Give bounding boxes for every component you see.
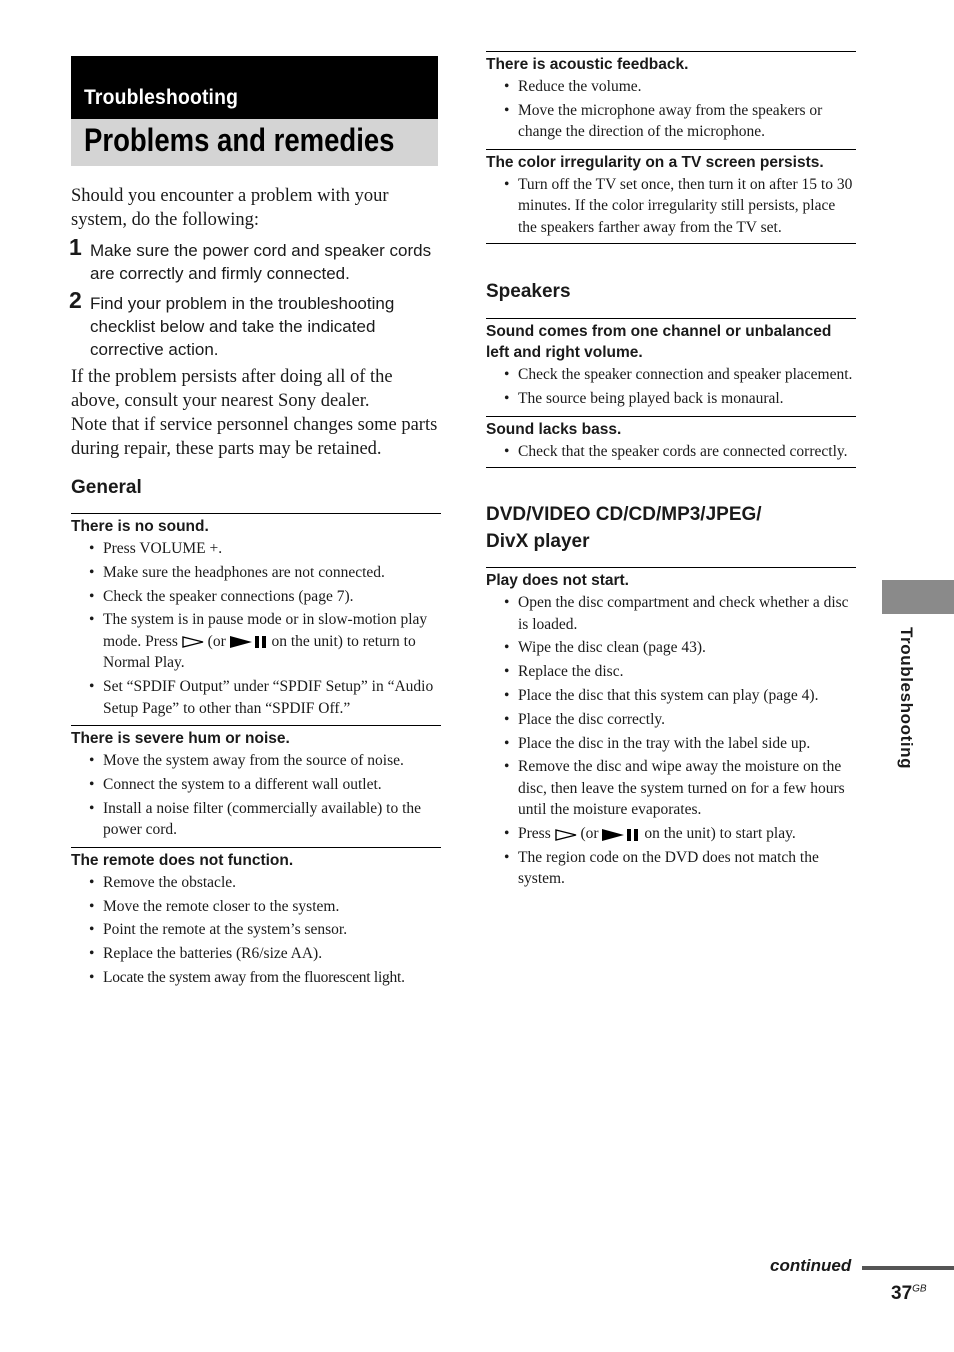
problem-title: Sound lacks bass. (486, 420, 622, 438)
problem-title: There is severe hum or noise. (71, 730, 290, 748)
problem-title: Play does not start. (486, 572, 629, 590)
page-title: Problems and remedies (84, 122, 395, 158)
remedy-item: • Point the remote at the system’s sensor. (103, 919, 441, 941)
remedy-text: (or (580, 825, 599, 843)
chapter-tab (882, 580, 954, 614)
problem-one-channel (486, 318, 856, 409)
step-text: Make sure the power cord and speaker cords are correctly and firmly connected. (90, 241, 432, 283)
page-suffix: GB (912, 1283, 927, 1295)
remedy-item: • Place the disc correctly. (518, 709, 856, 731)
remedy-item: • Move the system away from the source of noise. (103, 750, 441, 772)
step-2 (69, 287, 441, 361)
problem-title: The color irregularity on a TV screen persists. (486, 153, 824, 171)
problem-title: The remote does not function. (71, 851, 294, 869)
step-text: Find your problem in the troubleshooting checklist below and take the indicated corrective action. (90, 294, 395, 359)
remedy-list (486, 76, 856, 143)
remedy-list (486, 174, 856, 239)
remedy-item: • Move the microphone away from the speakers or change the direction of the microphone. (518, 100, 856, 143)
remedy-item (103, 609, 441, 674)
step-1 (69, 234, 441, 285)
play-pause-icon (230, 636, 268, 648)
general-heading: General (71, 477, 142, 498)
remedy-item (518, 823, 856, 845)
remedy-item: • Move the remote closer to the system. (103, 896, 441, 918)
remedy-list (486, 441, 856, 463)
problem-acoustic-feedback (486, 51, 856, 143)
remedy-item: • Remove the obstacle. (103, 872, 441, 894)
player-heading-line2: DivX player (486, 531, 590, 553)
problem-title: There is acoustic feedback. (486, 56, 689, 73)
remedy-item: • Check the speaker connections (page 7). (103, 586, 441, 608)
remedy-item: • Make sure the headphones are not connected. (103, 562, 441, 584)
continued-label: continued (770, 1256, 852, 1275)
remedy-text: on the unit) to return to Normal Play. (103, 632, 416, 672)
intro-paragraph: Should you encounter a problem with your system, do the following: (71, 186, 389, 230)
problem-hum-noise (71, 725, 441, 841)
remedy-item: • Wipe the disc clean (page 43). (518, 637, 856, 659)
continued-rule (862, 1266, 954, 1270)
note-paragraph: Note that if service personnel changes some parts during repair, these parts may be retained. (71, 415, 438, 459)
play-pause-icon (602, 829, 640, 841)
player-heading (486, 501, 856, 555)
chapter-tab-text: Troubleshooting (897, 627, 916, 770)
page-number (891, 1283, 927, 1305)
remedy-item: • Replace the batteries (R6/size AA). (103, 943, 441, 965)
left-column (71, 182, 441, 991)
step-number: 2 (69, 287, 82, 313)
chapter-tab-label (894, 627, 916, 797)
remedy-item: • Connect the system to a different wall outlet. (103, 774, 441, 796)
step-number: 1 (69, 234, 82, 260)
problem-color-irregularity (486, 149, 856, 239)
section-label: Troubleshooting (84, 86, 239, 109)
problem-title: There is no sound. (71, 518, 209, 535)
remedy-text: on the unit) to start play. (644, 825, 796, 843)
remedy-item: • Check the speaker connection and speaker placement. (518, 364, 856, 386)
remedy-item: • Reduce the volume. (518, 76, 856, 98)
problem-title: Sound comes from one channel or unbalanced left and right volume. (486, 323, 832, 362)
remedy-item: • Open the disc compartment and check whether a disc is loaded. (518, 592, 856, 635)
problem-play-not-start (486, 567, 856, 890)
problem-lacks-bass (486, 416, 856, 463)
problem-no-sound (71, 513, 441, 719)
section-header (71, 56, 438, 119)
section-divider (486, 467, 856, 468)
remedy-item: • Install a noise filter (commercially available) to the power cord. (103, 798, 441, 841)
page-number-value: 37 (891, 1283, 913, 1304)
remedy-list (486, 364, 856, 409)
remedy-item: • Replace the disc. (518, 661, 856, 683)
remedy-list (71, 538, 441, 719)
title-bar (71, 119, 438, 166)
section-divider (486, 243, 856, 244)
remedy-item: • Press VOLUME +. (103, 538, 441, 560)
speakers-heading: Speakers (486, 281, 571, 303)
remedy-item: • Check that the speaker cords are connected correctly. (518, 441, 856, 463)
remedy-item: • Place the disc that this system can play (page 4). (518, 685, 856, 707)
remedy-item: • The source being played back is monaural. (518, 388, 856, 410)
remedy-item: • Place the disc in the tray with the label side up. (518, 733, 856, 755)
remedy-item: • The region code on the DVD does not match the system. (518, 847, 856, 890)
remedy-item: • Set “SPDIF Output” under “SPDIF Setup” in “Audio Setup Page” to other than “SPDIF Off.” (103, 676, 441, 719)
persist-paragraph: If the problem persists after doing all of the above, consult your nearest Sony dealer. (71, 367, 393, 411)
remedy-item: • Locate the system away from the fluorescent light. (103, 967, 441, 989)
remedy-list (486, 592, 856, 890)
remedy-item: • Turn off the TV set once, then turn it on after 15 to 30 minutes. If the color irregularity still persists, place the speakers farther away from the TV set. (518, 174, 856, 239)
remedy-text: The system is in pause mode or in slow-motion play mode. Press (103, 611, 428, 650)
play-outline-icon (182, 636, 204, 648)
player-heading-line1: DVD/VIDEO CD/CD/MP3/JPEG/ (486, 504, 762, 526)
remedy-text: (or (207, 632, 226, 650)
remedy-item: • Remove the disc and wipe away the moisture on the disc, then leave the system turned on for a few hours until the moisture evaporates. (518, 756, 856, 821)
play-outline-icon (555, 829, 577, 841)
remedy-text: Press (518, 825, 551, 843)
problem-remote (71, 847, 441, 989)
remedy-list (71, 872, 441, 989)
remedy-list (71, 750, 441, 841)
right-column (486, 51, 856, 892)
